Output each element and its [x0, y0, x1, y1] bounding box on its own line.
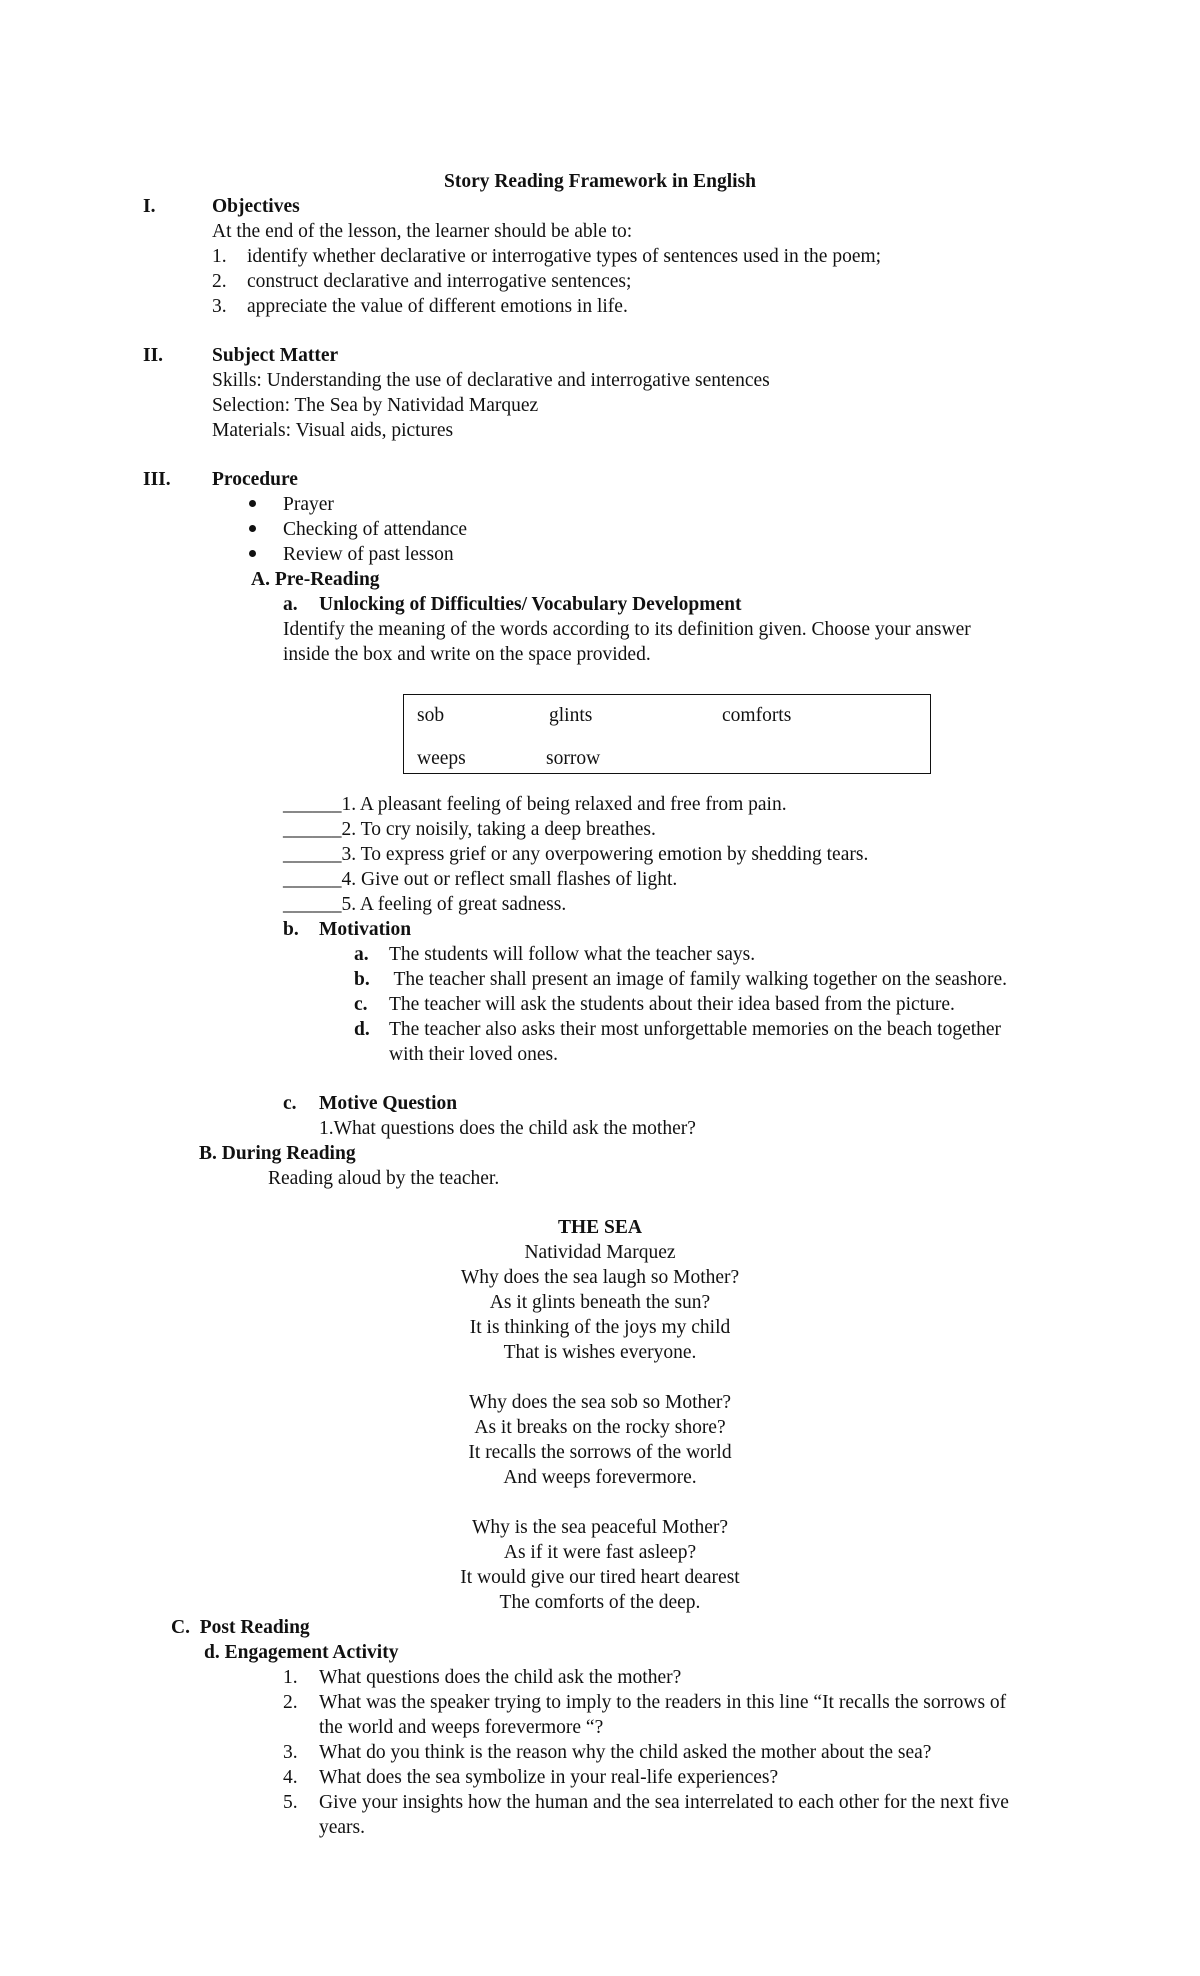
poem-line: As it breaks on the rocky shore?	[474, 1417, 726, 1438]
subject-selection: Selection: The Sea by Natividad Marquez	[212, 395, 539, 416]
document-title: Story Reading Framework in English	[443, 171, 757, 192]
poem-line: Why does the sea sob so Mother?	[468, 1392, 732, 1413]
list-number: 1.	[212, 246, 227, 267]
poem-line: It recalls the sorrows of the world	[468, 1442, 732, 1463]
poem-line: The comforts of the deep.	[499, 1592, 701, 1613]
engagement-item-cont: the world and weeps forevermore “?	[319, 1717, 604, 1738]
poem-line: As it glints beneath the sun?	[489, 1292, 711, 1313]
definition-item: ______4. Give out or reflect small flashes of light.	[283, 869, 678, 890]
definition-item: ______3. To express grief or any overpowering emotion by shedding tears.	[283, 844, 869, 865]
poem-line: That is wishes everyone.	[503, 1342, 697, 1363]
engagement-item: What questions does the child ask the mother?	[319, 1667, 682, 1688]
list-number: 3.	[212, 296, 227, 317]
section-heading-objectives: Objectives	[212, 196, 300, 217]
poem-line: Why does the sea laugh so Mother?	[460, 1267, 740, 1288]
poem-line: Why is the sea peaceful Mother?	[471, 1517, 729, 1538]
section-number: I.	[143, 196, 156, 217]
subheading-unlocking: Unlocking of Difficulties/ Vocabulary Development	[319, 594, 742, 615]
section-heading-procedure: Procedure	[212, 469, 298, 490]
bullet-icon	[249, 500, 256, 507]
motivation-item: The teacher shall present an image of family walking together on the seashore.	[389, 969, 1008, 990]
procedure-bullet: Review of past lesson	[283, 544, 454, 565]
list-number: 2.	[283, 1692, 298, 1713]
subject-materials: Materials: Visual aids, pictures	[212, 420, 454, 441]
subheading-post-reading: C. Post Reading	[171, 1617, 310, 1638]
list-letter: a.	[283, 594, 298, 615]
bullet-icon	[249, 525, 256, 532]
poem-author: Natividad Marquez	[524, 1242, 676, 1263]
poem-line: As if it were fast asleep?	[503, 1542, 697, 1563]
word-box-item: weeps	[417, 748, 466, 769]
motivation-item: The students will follow what the teacher says.	[389, 944, 756, 965]
word-box	[403, 694, 931, 774]
word-box-item: sob	[417, 705, 445, 726]
subheading-pre-reading: A. Pre-Reading	[251, 569, 380, 590]
list-number: 5.	[283, 1792, 298, 1813]
word-box-item: comforts	[722, 705, 792, 726]
subheading-during-reading: B. During Reading	[199, 1143, 356, 1164]
subheading-motivation: Motivation	[319, 919, 412, 940]
poem-line: It is thinking of the joys my child	[469, 1317, 731, 1338]
instructions-line: Identify the meaning of the words according to its definition given. Choose your answer	[283, 619, 971, 640]
list-number: 1.	[283, 1667, 298, 1688]
section-number: III.	[143, 469, 171, 490]
objectives-intro: At the end of the lesson, the learner should be able to:	[212, 221, 633, 242]
instructions-line: inside the box and write on the space provided.	[283, 644, 651, 665]
engagement-item-cont: years.	[319, 1817, 366, 1838]
list-letter: a.	[354, 944, 369, 965]
list-letter: b.	[354, 969, 370, 990]
during-reading-text: Reading aloud by the teacher.	[268, 1168, 500, 1189]
motivation-item: The teacher will ask the students about their idea based from the picture.	[389, 994, 955, 1015]
motivation-item-cont: with their loved ones.	[389, 1044, 558, 1065]
engagement-item: What do you think is the reason why the child asked the mother about the sea?	[319, 1742, 932, 1763]
poem-title: THE SEA	[558, 1217, 642, 1238]
word-box-item: glints	[549, 705, 593, 726]
subject-skills: Skills: Understanding the use of declarative and interrogative sentences	[212, 370, 770, 391]
poem-line: And weeps forevermore.	[503, 1467, 697, 1488]
list-letter: d.	[354, 1019, 370, 1040]
section-heading-subject-matter: Subject Matter	[212, 345, 339, 366]
engagement-item: Give your insights how the human and the sea interrelated to each other for the next five	[319, 1792, 1009, 1813]
engagement-item: What does the sea symbolize in your real-life experiences?	[319, 1767, 779, 1788]
definition-item: ______2. To cry noisily, taking a deep breathes.	[283, 819, 656, 840]
definition-item: ______5. A feeling of great sadness.	[283, 894, 567, 915]
section-number: II.	[143, 345, 164, 366]
list-number: 4.	[283, 1767, 298, 1788]
list-number: 2.	[212, 271, 227, 292]
procedure-bullet: Prayer	[283, 494, 334, 515]
motive-question: 1.What questions does the child ask the mother?	[319, 1118, 696, 1139]
list-letter: b.	[283, 919, 299, 940]
bullet-icon	[249, 550, 256, 557]
subheading-engagement: d. Engagement Activity	[204, 1642, 399, 1663]
procedure-bullet: Checking of attendance	[283, 519, 468, 540]
word-box-item: sorrow	[546, 748, 601, 769]
definition-item: ______1. A pleasant feeling of being relaxed and free from pain.	[283, 794, 787, 815]
poem-line: It would give our tired heart dearest	[460, 1567, 740, 1588]
list-number: 3.	[283, 1742, 298, 1763]
list-letter: c.	[354, 994, 368, 1015]
objective-item: construct declarative and interrogative sentences;	[247, 271, 632, 292]
motivation-item: The teacher also asks their most unforgettable memories on the beach together	[389, 1019, 1002, 1040]
list-letter: c.	[283, 1093, 297, 1114]
subheading-motive-question: Motive Question	[319, 1093, 458, 1114]
objective-item: appreciate the value of different emotions in life.	[247, 296, 628, 317]
engagement-item: What was the speaker trying to imply to the readers in this line “It recalls the sorrows of	[319, 1692, 1007, 1713]
objective-item: identify whether declarative or interrogative types of sentences used in the poem;	[247, 246, 882, 267]
